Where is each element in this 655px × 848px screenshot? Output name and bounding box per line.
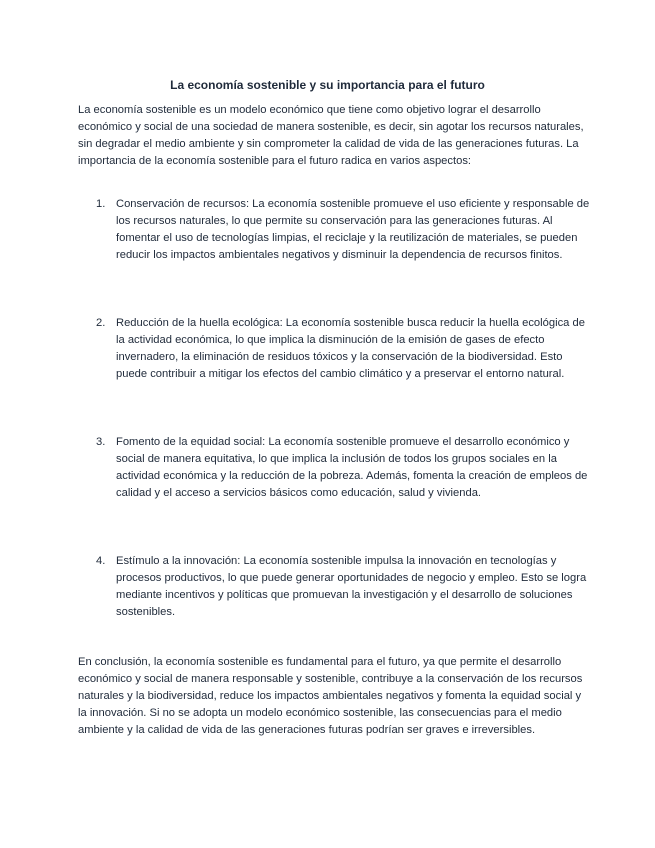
- intro-paragraph: La economía sostenible es un modelo económico que tiene como objetivo lograr el desarrollo económico y social de una sociedad de manera sostenible, es decir, sin agotar los recursos naturales, sin degradar el medio ambiente y sin comprometer la calidad de vida de las generaciones futuras. La importancia de la economía sostenible para el futuro radica en varios aspectos:: [78, 104, 584, 167]
- list-item: [96, 196, 596, 264]
- list-item-text: Estímulo a la innovación: La economía sostenible impulsa la innovación en tecnologías y procesos productivos, lo que puede generar oportunidades de negocio y empleo. Esto se logra mediante incentivos y políticas que promuevan la investigación y el desarrollo de soluciones sostenibles.: [116, 555, 587, 618]
- conclusion-paragraph: En conclusión, la economía sostenible es fundamental para el futuro, ya que permite el desarrollo económico y social de manera responsable y sostenible, contribuye a la conservación de los recursos naturales y la biodiversidad, reduce los impactos ambientales negativos y fomenta la equidad social y la innovación. Si no se adopta un modelo económico sostenible, las consecuencias para el medio ambiente y la calidad de vida de las generaciones futuras podrían ser graves e irreversibles.: [78, 656, 583, 736]
- list-item: [96, 553, 596, 621]
- list-item: [96, 315, 596, 383]
- document-title: La economía sostenible y su importancia para el futuro: [170, 78, 485, 92]
- list-item-number: 2.: [96, 317, 106, 329]
- list-item-number: 3.: [96, 436, 106, 448]
- list-item-text: Conservación de recursos: La economía sostenible promueve el uso eficiente y responsable de los recursos naturales, lo que permite su conservación para las generaciones futuras. Al fomentar el uso de tecnologías limpias, el reciclaje y la reutilización de materiales, se pueden reducir los impactos ambientales negativos y disminuir la dependencia de recursos finitos.: [116, 198, 590, 261]
- list-item-text: Fomento de la equidad social: La economía sostenible promueve el desarrollo económico y social de manera equitativa, lo que implica la inclusión de todos los grupos sociales en la actividad económica y la reducción de la pobreza. Además, fomenta la creación de empleos de calidad y el acceso a servicios básicos como educación, salud y vivienda.: [116, 436, 588, 499]
- list-item: [96, 434, 596, 502]
- list-item-number: 4.: [96, 555, 106, 567]
- list-item-text: Reducción de la huella ecológica: La economía sostenible busca reducir la huella ecológica de la actividad económica, lo que implica la disminución de la emisión de gases de efecto invernadero, la eliminación de residuos tóxicos y la conservación de la biodiversidad. Esto puede contribuir a mitigar los efectos del cambio climático y a preservar el entorno natural.: [116, 317, 585, 380]
- list-item-number: 1.: [96, 198, 106, 210]
